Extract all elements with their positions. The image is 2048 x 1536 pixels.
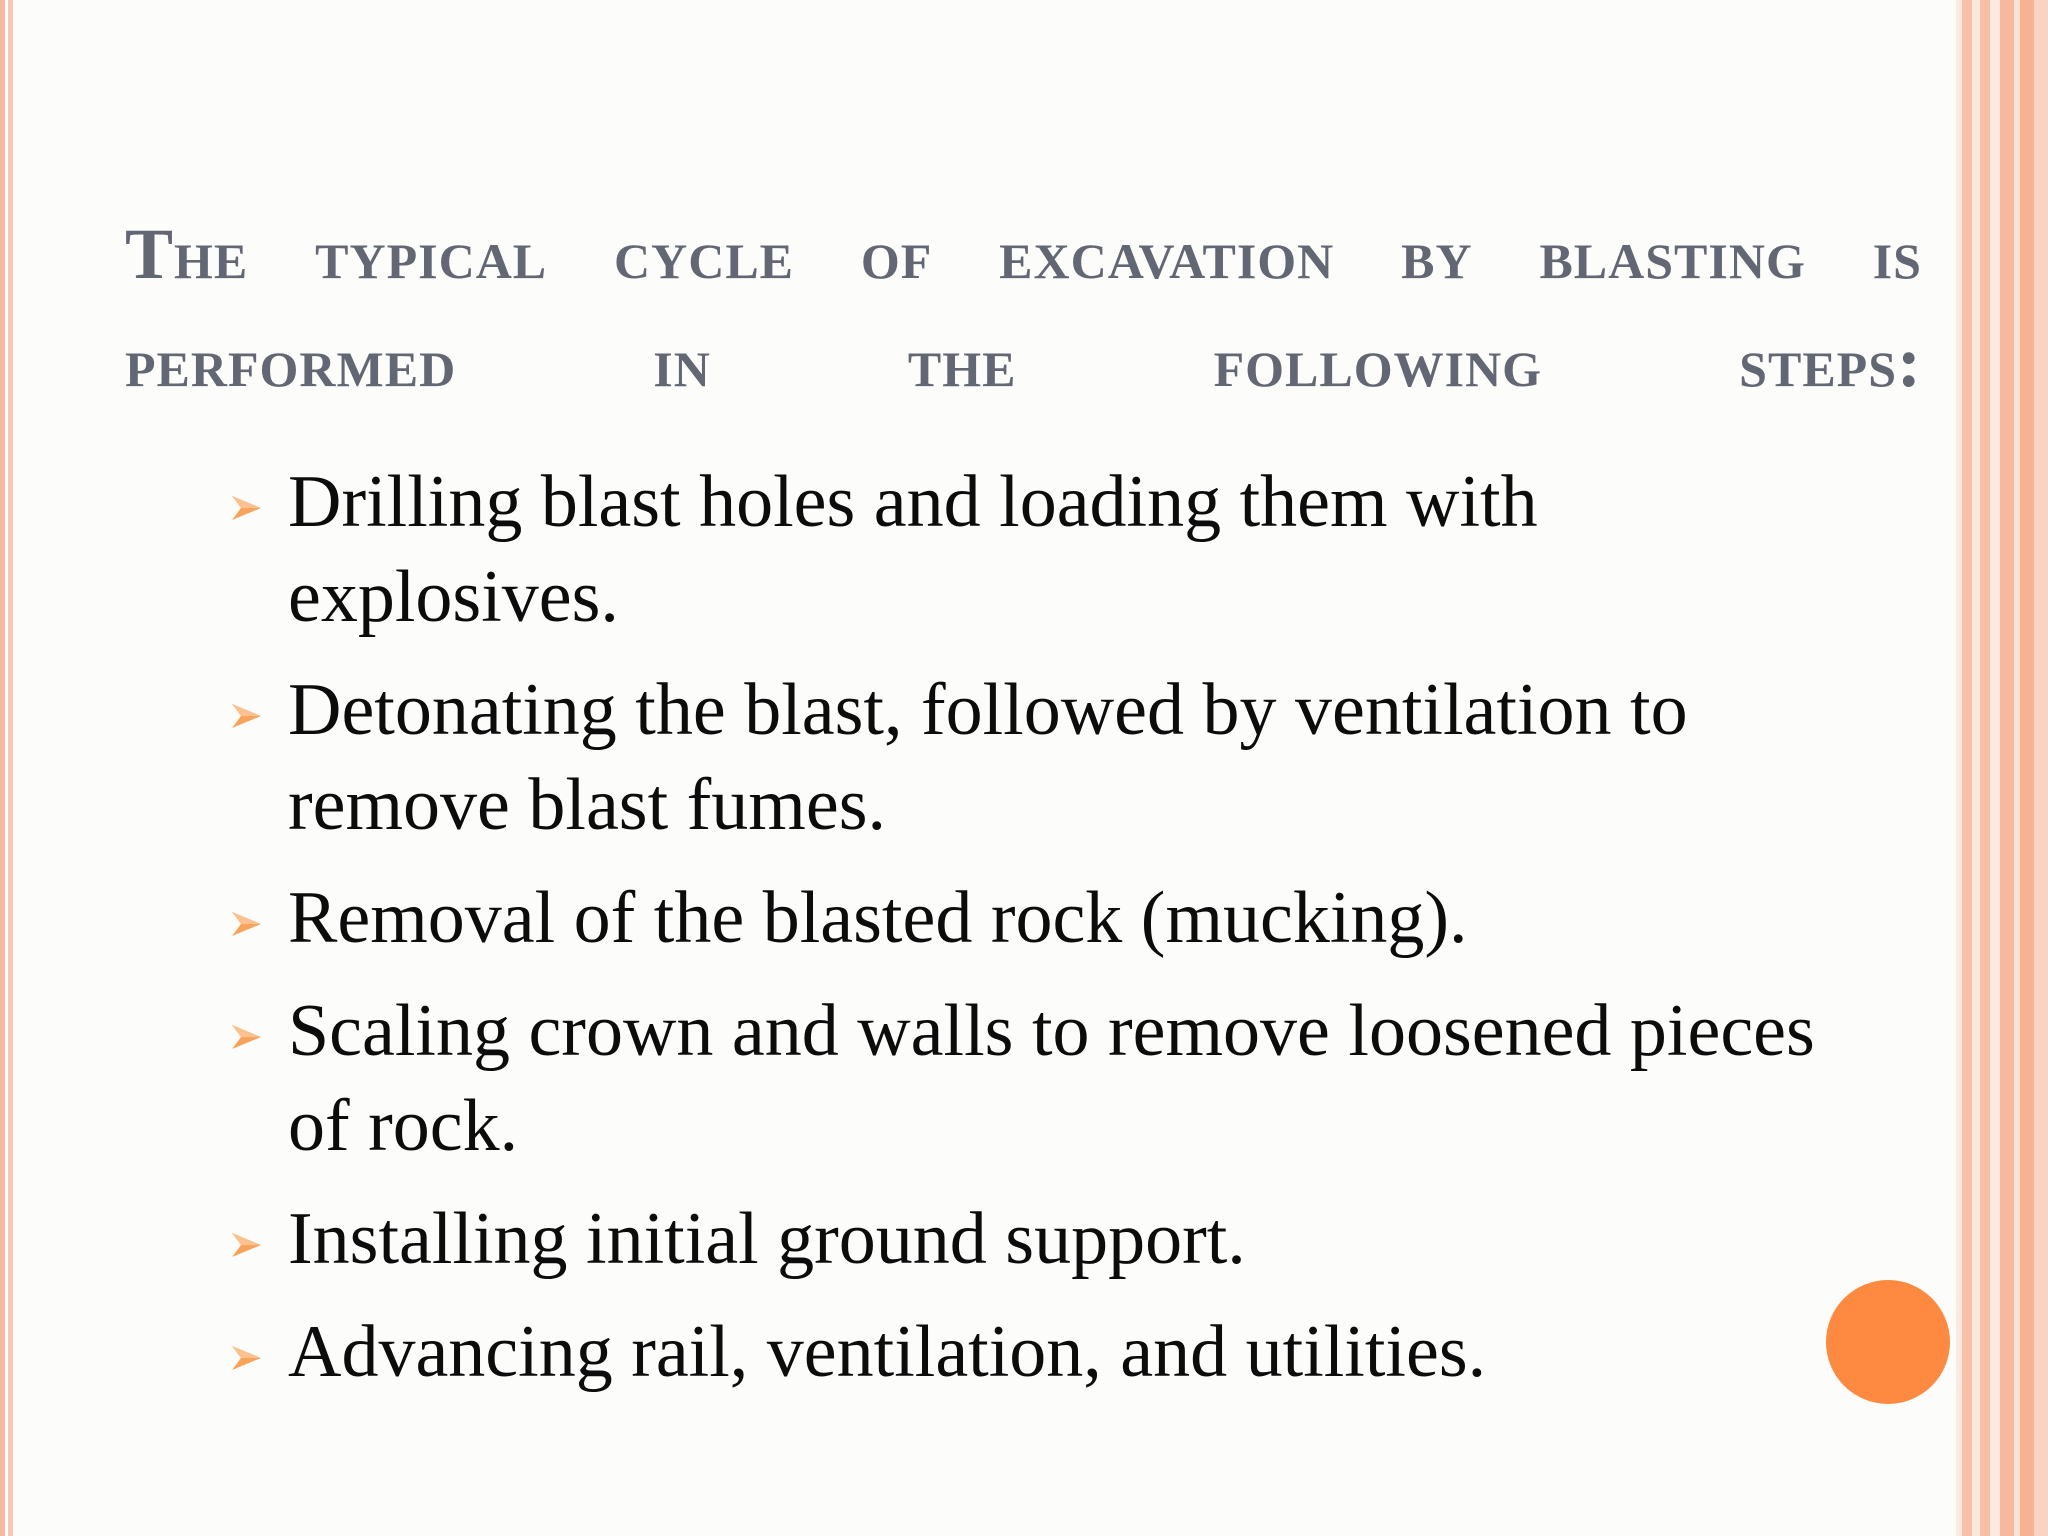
arrow-bullet-icon	[228, 493, 264, 523]
slide-heading: The typical cycle of excavation by blasting is performed in the following steps:	[125, 214, 1922, 402]
left-border-stripe-inner	[8, 0, 13, 1536]
arrow-bullet-icon	[228, 1230, 264, 1260]
bullet-item	[228, 1192, 1828, 1287]
arrow-bullet-icon	[228, 909, 264, 939]
left-border-stripe	[0, 0, 5, 1536]
bullet-text: Scaling crown and walls to remove loosened pieces of rock.	[288, 990, 1815, 1167]
arrow-bullet-icon	[228, 701, 264, 731]
bullet-text: Drilling blast holes and loading them with explosives.	[288, 461, 1538, 638]
arrow-bullet-icon	[228, 1022, 264, 1052]
decorative-orange-circle	[1826, 1280, 1950, 1404]
bullet-item	[228, 871, 1828, 966]
bullet-item	[228, 984, 1828, 1174]
bullet-text: Installing initial ground support.	[288, 1198, 1246, 1280]
bullet-text: Advancing rail, ventilation, and utilities.	[288, 1311, 1487, 1393]
arrow-bullet-icon	[228, 1343, 264, 1373]
bullet-list	[228, 455, 1828, 1418]
bullet-text: Removal of the blasted rock (mucking).	[288, 877, 1468, 959]
bullet-item	[228, 1305, 1828, 1400]
bullet-item	[228, 663, 1828, 853]
bullet-item	[228, 455, 1828, 645]
right-border-stripes	[1956, 0, 2048, 1536]
bullet-text: Detonating the blast, followed by ventilation to remove blast fumes.	[288, 669, 1688, 846]
